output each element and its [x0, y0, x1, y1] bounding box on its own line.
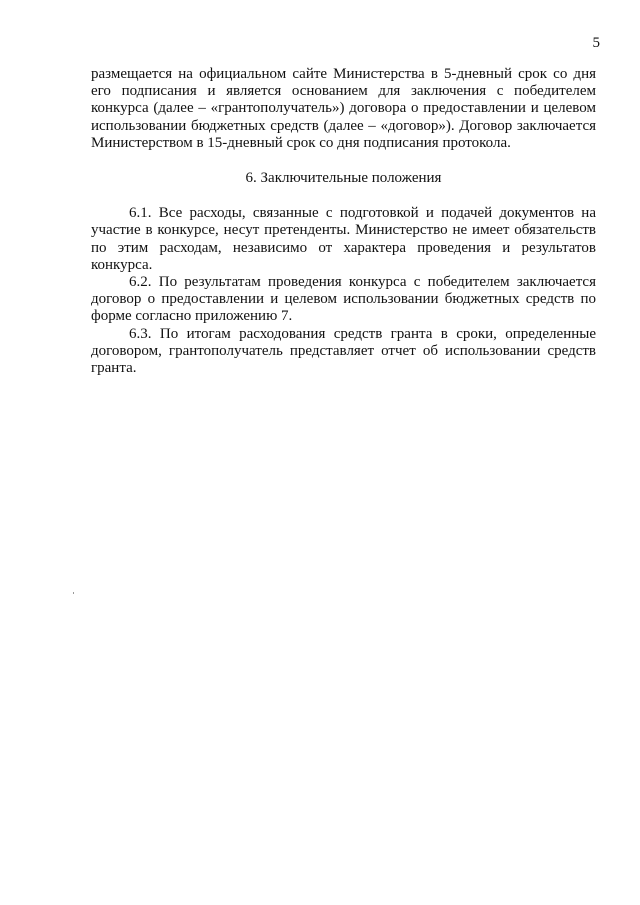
scan-speck	[73, 592, 74, 594]
clause-6-2: 6.2. По результатам проведения конкурса с победителем заключается договор о предоставлении и целевом использовании бюджетных средств по форме согласно приложению 7.	[91, 274, 596, 325]
intro-paragraph: размещается на официальном сайте Министерства в 5-дневный срок со дня его подписания и является основанием для заключения с победителем конкурса (далее – «грантополучатель») договора о предоставлении и целевом использовании бюджетных средств (далее – «договор»). Договор заключается Министерством в 15-дневный срок со дня подписания протокола.	[91, 66, 596, 151]
clause-6-3: 6.3. По итогам расходования средств гранта в сроки, определенные договором, грантополучатель представляет отчет об использовании средств гранта.	[91, 325, 596, 377]
clause-6-1: 6.1. Все расходы, связанные с подготовкой и подачей документов на участие в конкурсе, несут претенденты. Министерство не имеет обязательств по этим расходам, независимо от характера проведения и результатов конкурса.	[91, 205, 596, 273]
document-body	[91, 66, 596, 377]
page-number: 5	[592, 35, 600, 51]
section-heading: 6. Заключительные положения	[245, 170, 442, 187]
